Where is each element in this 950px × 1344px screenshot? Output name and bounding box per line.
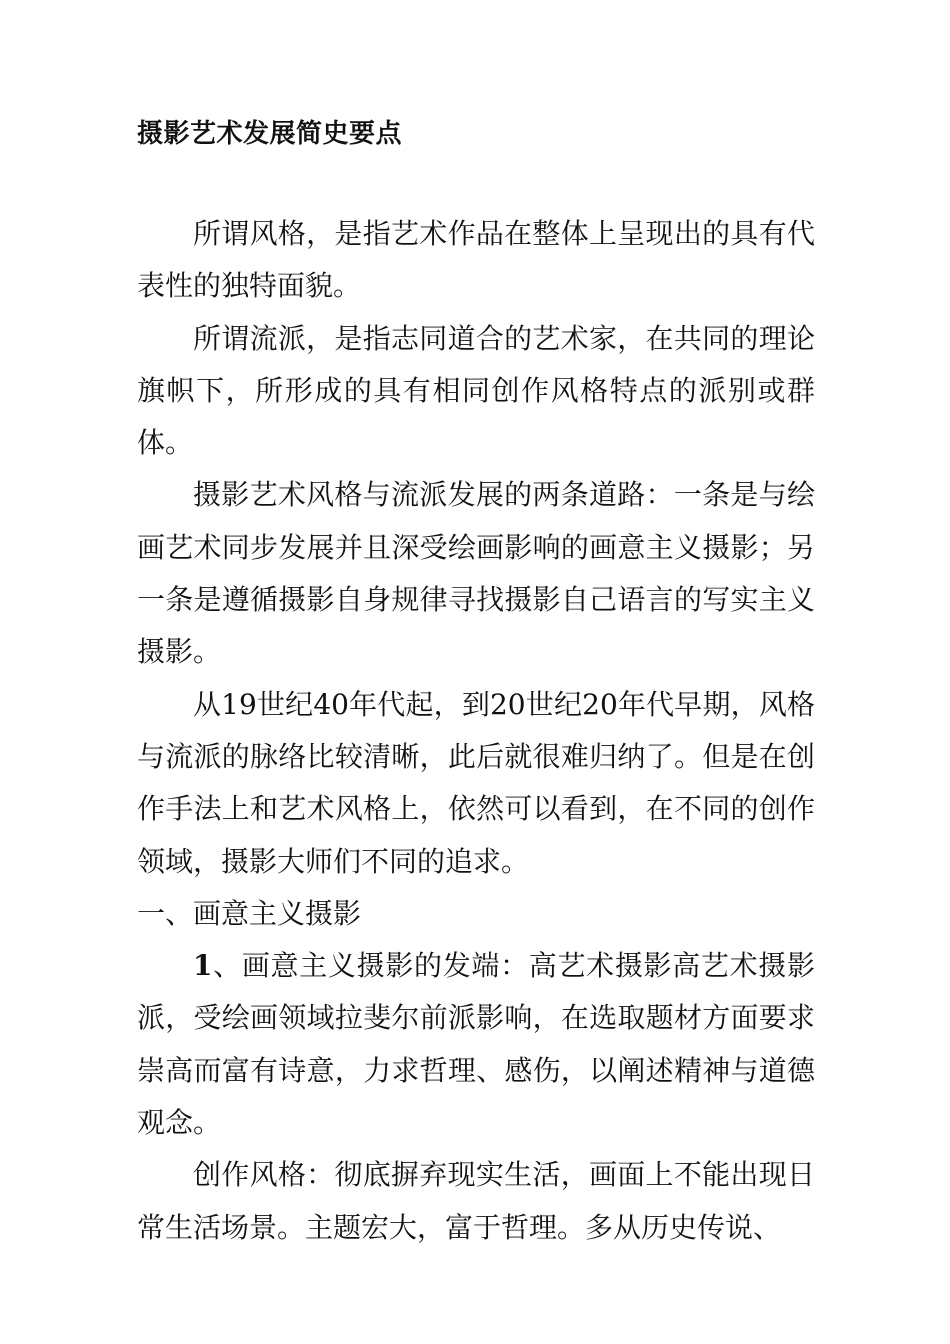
document-title: 摄影艺术发展简史要点 xyxy=(137,119,403,149)
subsection-paragraph xyxy=(137,940,815,1149)
paragraph-two-paths: 摄影艺术风格与流派发展的两条道路：一条是与绘画艺术同步发展并且深受绘画影响的画意主义摄影；另一条是遵循摄影自身规律寻找摄影自己语言的写实主义摄影。 xyxy=(137,478,815,669)
subsection-text: 、画意主义摄影的发端：高艺术摄影高艺术摄影派，受绘画领域拉斐尔前派影响，在选取题材方面要求崇高而富有诗意，力求哲理、感伤，以阐述精神与道德观念。 xyxy=(137,949,815,1140)
subsection-number: 1 xyxy=(193,949,213,983)
paragraph-creative-style: 创作风格：彻底摒弃现实生活，画面上不能出现日常生活场景。主题宏大，富于哲理。多从历史传说、 xyxy=(137,1158,815,1244)
paragraph-school-definition: 所谓流派，是指志同道合的艺术家，在共同的理论旗帜下，所形成的具有相同创作风格特点的派别或群体。 xyxy=(137,321,815,460)
paragraph-style-definition: 所谓风格，是指艺术作品在整体上呈现出的具有代表性的独特面貌。 xyxy=(137,217,815,303)
section-heading: 一、画意主义摄影 xyxy=(137,896,362,930)
paragraph-history-overview: 从19世纪40年代起，到20世纪20年代早期，风格与流派的脉络比较清晰，此后就很难归纳了。但是在创作手法上和艺术风格上，依然可以看到，在不同的创作领域，摄影大师们不同的追求。 xyxy=(137,687,815,878)
document-body xyxy=(137,208,815,1254)
